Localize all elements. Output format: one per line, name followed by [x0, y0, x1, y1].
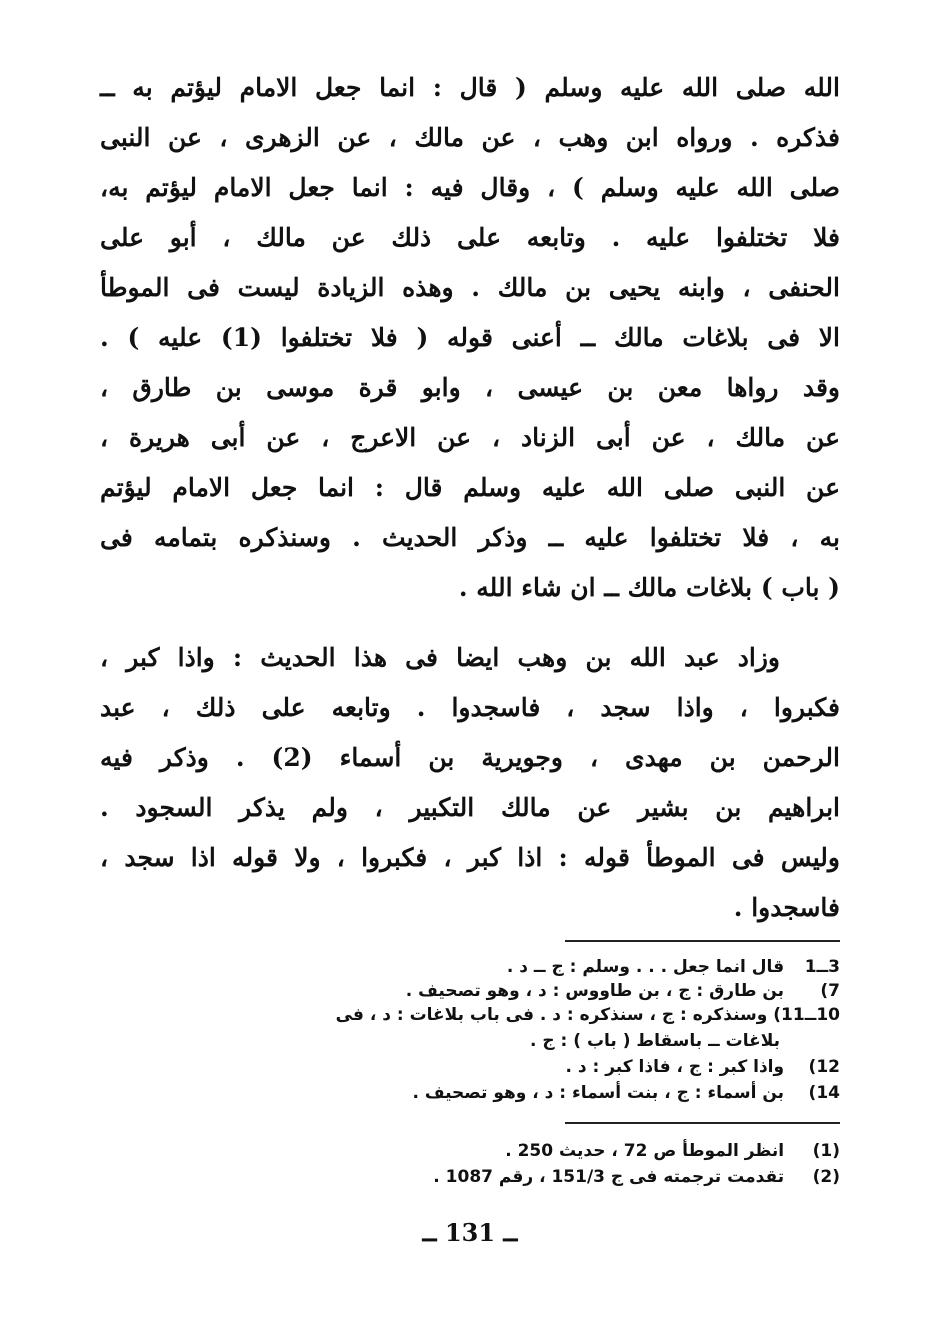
- note-ref: 3ــ1: [804, 957, 840, 977]
- note-text: بلاغات ــ باسقاط ( باب ) : ج .: [530, 1031, 780, 1051]
- footnote: [505, 1140, 840, 1162]
- variant-note: [406, 980, 840, 1002]
- text-line: وقد رواها معن بن عيسى ، وابو قرة موسى بن طارق ،: [100, 373, 840, 402]
- note-text: واذا كبر : ج ، فاذا كبر : د .: [565, 1057, 785, 1077]
- text-line: فاسجدوا .: [733, 893, 840, 922]
- text-line: الحنفى ، وابنه يحيى بن مالك . وهذه الزيادة ليست فى الموطأ: [100, 273, 840, 302]
- note-ref: 14): [808, 1083, 840, 1103]
- text-line: ابراهيم بن بشير عن مالك التكبير ، ولم يذكر السجود .: [100, 793, 840, 822]
- note-ref: 12): [808, 1057, 840, 1077]
- note-text: بن طارق : ج ، بن طاووس : د ، وهو تصحيف .: [405, 981, 785, 1001]
- text-line: الرحمن بن مهدى ، وجويرية بن أسماء (2) . وذكر فيه: [100, 743, 840, 772]
- note-ref: 10ــ11): [773, 1005, 840, 1025]
- text-line: الله صلى الله عليه وسلم ( قال : انما جعل الامام ليؤتم به ــ: [100, 73, 840, 102]
- footnote-ref: (2): [812, 1167, 840, 1187]
- text-line: وزاد عبد الله بن وهب ايضا فى هذا الحديث : واذا كبر ،: [100, 643, 780, 672]
- page-number: ــ 131 ــ: [422, 1218, 518, 1247]
- variant-note: [412, 1082, 840, 1104]
- footnote-text: تقدمت ترجمته فى ج 151/3 ، رقم 1087 .: [433, 1167, 785, 1187]
- footnote-text: انظر الموطأ ص 72 ، حديث 250 .: [505, 1141, 785, 1161]
- variant-note: [507, 956, 840, 978]
- note-text: بن أسماء : ج ، بنت أسماء : د ، وهو تصحيف .: [412, 1083, 785, 1103]
- text-line: صلى الله عليه وسلم ) ، وقال فيه : انما جعل الامام ليؤتم به،: [100, 173, 840, 202]
- notes-separator: [565, 940, 840, 942]
- text-line: وليس فى الموطأ قوله : اذا كبر ، فكبروا ، ولا قوله اذا سجد ،: [100, 843, 840, 872]
- text-line: ( باب ) بلاغات مالك ــ ان شاء الله .: [458, 573, 840, 602]
- text-line: فلا تختلفوا عليه . وتابعه على ذلك عن مالك ، أبو على: [100, 223, 840, 252]
- text-line: عن النبى صلى الله عليه وسلم قال : انما جعل الامام ليؤتم: [100, 473, 840, 502]
- variant-note-continuation: [530, 1030, 780, 1052]
- note-ref: 7): [820, 981, 840, 1001]
- text-line: فكبروا ، واذا سجد ، فاسجدوا . وتابعه على ذلك ، عبد: [100, 693, 840, 722]
- footnote: [433, 1166, 840, 1188]
- note-text: وسنذكره : ج ، سنذكره : د . فى باب بلاغات : د ، فى: [335, 1005, 768, 1025]
- footnote-ref: (1): [812, 1141, 840, 1161]
- variant-note: [566, 1056, 841, 1078]
- variant-note: [336, 1004, 840, 1026]
- text-line: الا فى بلاغات مالك ــ أعنى قوله ( فلا تختلفوا (1) عليه ) .: [100, 323, 840, 352]
- footnotes-separator: [565, 1122, 840, 1124]
- text-line: عن مالك ، عن أبى الزناد ، عن الاعرج ، عن أبى هريرة ،: [100, 423, 840, 452]
- text-line: به ، فلا تختلفوا عليه ــ وذكر الحديث . وسنذكره بتمامه فى: [100, 523, 840, 552]
- note-text: قال انما جعل . . . وسلم : ج ــ د .: [506, 957, 785, 977]
- text-line: فذكره . ورواه ابن وهب ، عن مالك ، عن الزهرى ، عن النبى: [100, 123, 840, 152]
